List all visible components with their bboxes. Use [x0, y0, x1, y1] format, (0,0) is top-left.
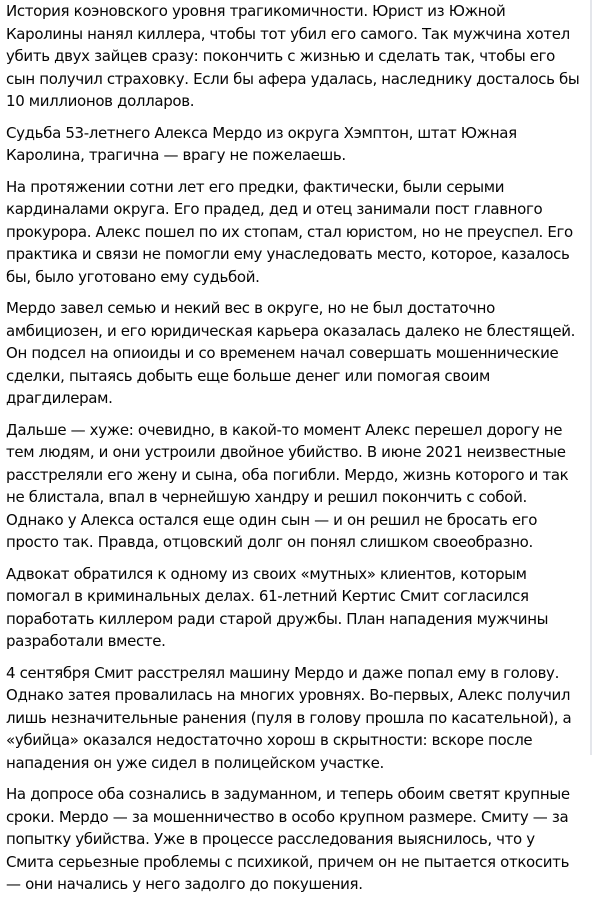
paragraph-hitman: Адвокат обратился к одному из своих «мутных» клиентов, которым помогал в криминальных делах. 61-летний Кертис Смит согласился поработать киллером ради старой дружбы. План нападения мужчины разработали вместе.: [6, 564, 549, 650]
paragraph-career: Мердо завел семью и некий вес в округе, но не был достаточно амбициозен, и его юридическая карьера оказалась далеко не блестящей. Он подсел на опиоиды и со временем начал совершать мошеннические сделки, пытаясь добыть еще больше денег или помогая своим драгдилерам.: [6, 299, 576, 407]
paragraph-confession: На допросе оба сознались в задуманном, и теперь обоим светят крупные сроки. Мердо — за мошенничество в особо крупном размере. Смиту — за попытку убийства. Уже в процессе расследования выяснилось, что у Смита серьезные проблемы с психикой, причем он не пытается откосить — они начались у него задолго до покушения.: [6, 785, 570, 893]
paragraph-ancestors: На протяжении сотни лет его предки, фактически, были серыми кардиналами округа. Его прадед, дед и отец занимали пост главного прокурора. Алекс пошел по их стопам, стал юристом, но не преуспел. Его практика и связи не помогли ему унаследовать место, которое, казалось бы, было уготовано ему судьбой.: [6, 177, 573, 286]
paragraph-attempt: 4 сентября Смит расстрелял машину Мердо и даже попал ему в голову. Однако затея провалилась на многих уровнях. Во-первых, Алекс получил лишь незначительные ранения (пуля в голову прошла по касательной), а «убийца» оказался недостаточно хорош в скрытности: вскоре после нападения он уже сидел в полицейском участке.: [6, 663, 572, 772]
paragraph-intro: История коэновского уровня трагикомичности. Юрист из Южной Каролины нанял киллера, чтобы тот убил его самого. Так мужчина хотел убить двух зайцев сразу: покончить с жизнью и сделать так, чтобы его сын получил страховку. Если бы афера удалась, наследнику досталось бы 10 миллионов долларов.: [6, 2, 580, 110]
post-text: [6, 0, 586, 905]
paragraph-murder: Дальше — хуже: очевидно, в какой-то момент Алекс перешел дорогу не тем людям, и они устроили двойное убийство. В июне 2021 неизвестные расстреляли его жену и сына, оба погибли. Мердо, жизнь которого и так не блистала, впал в чернейшую хандру и решил покончить с собой. Однако у Алекса остался еще один сын — и он решил не бросать его просто так. Правда, отцовский долг он понял слишком своеобразно.: [6, 420, 569, 551]
paragraph-fate: Судьба 53-летнего Алекса Мердо из округа Хэмптон, штат Южная Каролина, трагична — врагу не пожелаешь.: [6, 123, 517, 164]
